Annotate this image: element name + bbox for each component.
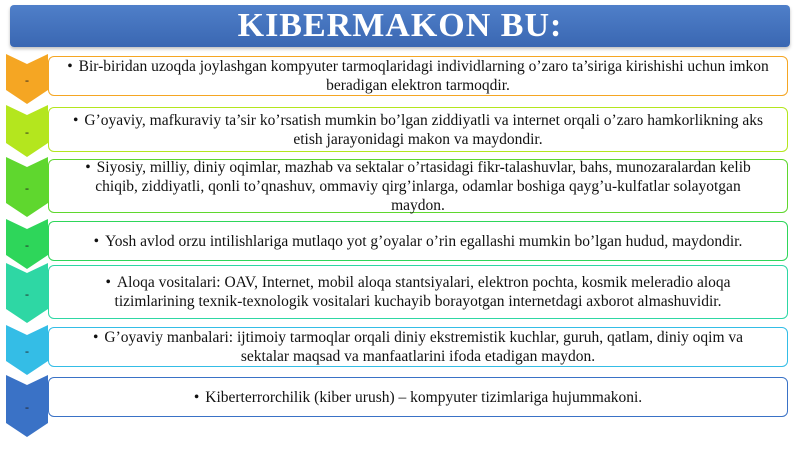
item-marker: - (25, 73, 29, 87)
definition-text: Kiberterrorchilik (kiber urush) – kompyuter tizimlariga hujummakoni. (205, 388, 643, 406)
definition-card (48, 56, 788, 96)
definition-text: G’oyaviy, mafkuraviy ta’sir ko’rsatish mumkin bo’lgan ziddiyatli va internet orqali o’zaro hamkorlikning aks etish jarayonidagi makon va maydondir. (84, 111, 764, 148)
definition-card (48, 221, 788, 261)
item-marker: - (25, 238, 29, 252)
definition-text: Bir-biridan uzoqda joylashgan kompyuter tarmoqlaridagi individlarning o’zaro ta’siriga kirishishi uchun imkon beradigan elektron tarmoqdir. (78, 58, 769, 94)
chevron-arrow-icon (6, 219, 48, 269)
item-marker: - (25, 125, 29, 139)
definition-text: Yosh avlod orzu intilishlariga mutlaqo yot g’oyalar o’rin egallashi mumkin bo’lgan hudud, maydondir. (105, 232, 743, 250)
definition-text: Aloqa vositalari: OAV, Internet, mobil aloqa stantsiyalari, elektron pochta, kosmik meleradio aloqa tizimlarining texnik-texnologik vositalari kuchayib borayotgan internetdagi axborot almashuvidir. (114, 274, 731, 310)
bullet-icon: • (93, 232, 100, 250)
definition-card (48, 377, 788, 417)
chevron-arrow-icon (6, 105, 48, 157)
bullet-icon: • (105, 274, 111, 291)
definition-card (48, 159, 788, 213)
chevron-arrow-icon (6, 375, 48, 437)
definition-card (48, 327, 788, 367)
page-title: KIBERMAKON BU: (237, 7, 563, 44)
title-banner (10, 5, 790, 47)
chevron-arrow-icon (6, 54, 48, 104)
item-marker: - (25, 181, 29, 195)
definition-card (48, 107, 788, 152)
chevron-arrow-icon (6, 325, 48, 375)
chevron-arrow-icon (6, 263, 48, 323)
chevron-arrow-icon (6, 157, 48, 217)
bullet-icon: • (67, 58, 73, 75)
item-marker: - (25, 287, 29, 301)
bullet-icon: • (72, 111, 79, 129)
item-marker: - (25, 344, 29, 358)
item-marker: - (25, 400, 29, 414)
bullet-icon: • (193, 388, 200, 406)
bullet-icon: • (85, 158, 91, 176)
bullet-icon: • (92, 329, 99, 346)
definition-card (48, 265, 788, 319)
definition-text: Siyosiy, milliy, diniy oqimlar, mazhab va sektalar o’rtasidagi fikr-talashuvlar, bahs, munozaralardan kelib chiqib, ziddiyatli, qonli to’qnashuv, ommaviy qirg’inlarga, odamlar boshiga qayg’u-kulfatlar solayotgan maydon. (95, 158, 751, 214)
definition-text: G’oyaviy manbalari: ijtimoiy tarmoqlar orqali diniy ekstremistik kuchlar, guruh, qatlam, diniy oqim va sektalar maqsad va manfaatlarini ifoda etadigan maydon. (104, 329, 744, 365)
